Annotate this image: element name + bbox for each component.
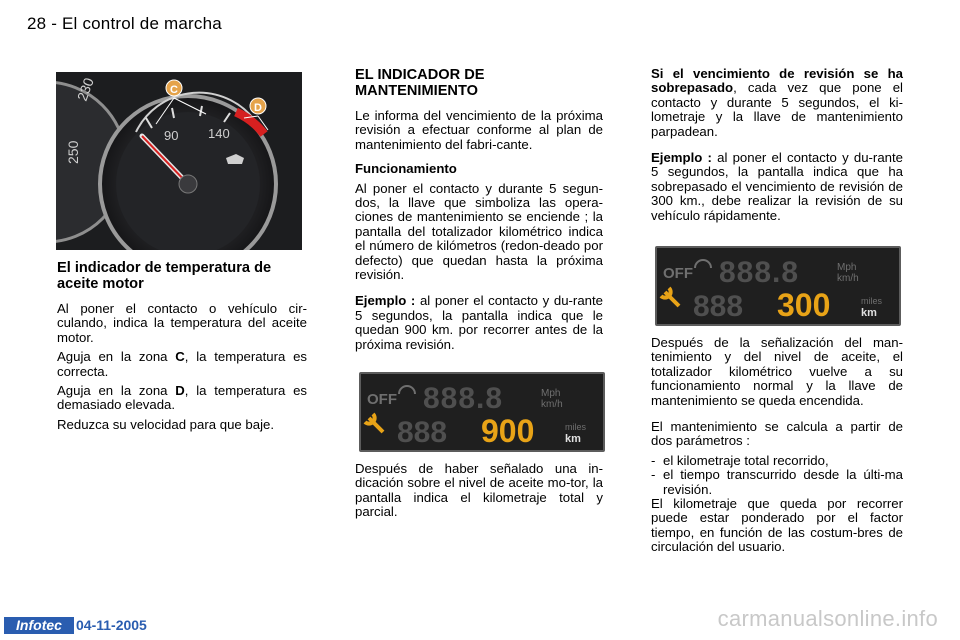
gauge-icon	[399, 386, 415, 394]
after-maintenance-text: Después de la señalización del man-tenimiento y del nivel de aceite, el totalizador kilométrico vuelve a su funcionamiento normal y la llave de mantenimiento se queda encendida.	[651, 335, 903, 408]
maintenance-intro: Le informa del vencimiento de la próxima revisión a efectuar conforme al plan de mantenimiento del fabri-cante.	[355, 108, 603, 152]
text: , la temperatura es demasiado elevada.	[57, 383, 308, 413]
display-unit-mph: Mph	[541, 388, 561, 399]
maintenance-display-900	[359, 372, 605, 452]
display-unit-km: km	[565, 433, 581, 445]
gauge-label-140: 140	[208, 126, 230, 141]
zone-c-label: C	[175, 349, 185, 365]
text: Aguja en la zona	[57, 383, 176, 399]
display-digits-bottom: 888	[397, 416, 448, 449]
display-off-label: OFF	[367, 391, 397, 408]
display-unit-miles: miles	[565, 422, 587, 432]
gauge-marker-d: D	[254, 102, 262, 114]
display-unit-kmh: km/h	[541, 399, 563, 410]
gauge-label-230: 230	[73, 75, 97, 104]
example-label: Ejemplo :	[355, 293, 416, 309]
display-unit-miles: miles	[861, 296, 883, 306]
display-unit-kmh: km/h	[837, 273, 859, 284]
overdue-bold: Si el vencimiento de revisión se ha sobrepasado	[651, 66, 903, 96]
example-900-text	[355, 294, 603, 352]
oil-temp-paragraph-1: Al poner el contacto o vehículo cir-culando, indica la temperatura del aceite motor.	[57, 301, 307, 345]
oil-temp-paragraph-3	[57, 384, 307, 413]
maintenance-indicator-heading: EL INDICADOR DE MANTENIMIENTO	[355, 67, 485, 99]
right-column	[651, 67, 903, 228]
display-digits-bottom: 888	[693, 290, 744, 323]
display-digits-top: 888.8	[719, 256, 800, 289]
middle-column-bottom	[355, 462, 603, 525]
oil-temperature-heading: El indicador de temperatura de aceite motor	[57, 260, 272, 292]
middle-column	[355, 67, 603, 357]
list-item: - el tiempo transcurrido desde la últi-ma revisión.	[651, 468, 903, 497]
after-indication-text: Después de haber señalado una in-dicación sobre el nivel de aceite mo-tor, la pantalla indica el kilometraje total y parcial.	[355, 461, 603, 520]
infotec-logo: Infotec	[4, 617, 74, 634]
parameter-list	[651, 454, 903, 497]
zone-d-label: D	[175, 383, 185, 399]
left-column	[57, 260, 307, 437]
display-unit-mph: Mph	[837, 262, 857, 273]
gauge-icon	[695, 260, 711, 268]
gauge-label-250: 250	[65, 140, 81, 164]
text: al poner el contacto y du-rante 5 segundos, la pantalla indica que le quedan 900 km. por recorrer antes de la próxima revisión.	[355, 293, 603, 352]
watermark: carmanualsonline.info	[717, 606, 938, 631]
display-digits-top: 888.8	[423, 382, 504, 415]
oil-temperature-gauge-image	[56, 72, 302, 250]
wrench-icon	[365, 414, 383, 432]
funcionamiento-subheading: Funcionamiento	[355, 161, 457, 177]
list-item: - el kilometraje total recorrido,	[651, 454, 903, 468]
text: , cada vez que pone el contacto y durante 5 segundos, el ki-lometraje y la llave de mantenimiento parpadean.	[651, 80, 903, 139]
oil-temp-paragraph-2	[57, 350, 307, 379]
right-column-bottom	[651, 336, 903, 560]
gauge-marker-c: C	[170, 84, 178, 96]
display-off-label: OFF	[663, 265, 693, 282]
display-unit-km: km	[861, 307, 877, 319]
weighting-text: El kilometraje que queda por recorrer puede estar ponderado por el factor tiempo, en función de las costum-bres de circulación del usuario.	[651, 496, 903, 555]
text: , la temperatura es correcta.	[57, 349, 308, 379]
gauge-label-90: 90	[164, 128, 179, 143]
page-header: 28 - El control de marcha	[27, 14, 222, 33]
text: al poner el contacto y du-rante 5 segundos, la pantalla indica que ha sobrepasado el vencimiento de revisión de 300 km., debe realizar la revisión de su vehículo rápidamente.	[651, 150, 903, 223]
example-300-text	[651, 151, 903, 223]
display-value-300: 300	[777, 287, 831, 323]
display-value-900: 900	[481, 413, 535, 449]
maintenance-display-300	[655, 246, 901, 326]
wrench-icon	[661, 288, 679, 306]
footer-date: 04-11-2005	[76, 617, 147, 633]
funcionamiento-text: Al poner el contacto y durante 5 segun-dos, la llave que simboliza las opera-ciones de mantenimiento se enciende ; la pantalla del totalizador kilométrico indica el número de kilómetros (redon-deado por defecto) que quedan hasta la próxima revisión.	[355, 180, 603, 283]
text: Aguja en la zona	[57, 349, 176, 365]
example-label: Ejemplo :	[651, 150, 712, 166]
calculation-intro: El mantenimiento se calcula a partir de dos parámetros :	[651, 419, 903, 449]
oil-temp-paragraph-4: Reduzca su velocidad para que baje.	[57, 416, 275, 432]
overdue-text	[651, 67, 903, 139]
